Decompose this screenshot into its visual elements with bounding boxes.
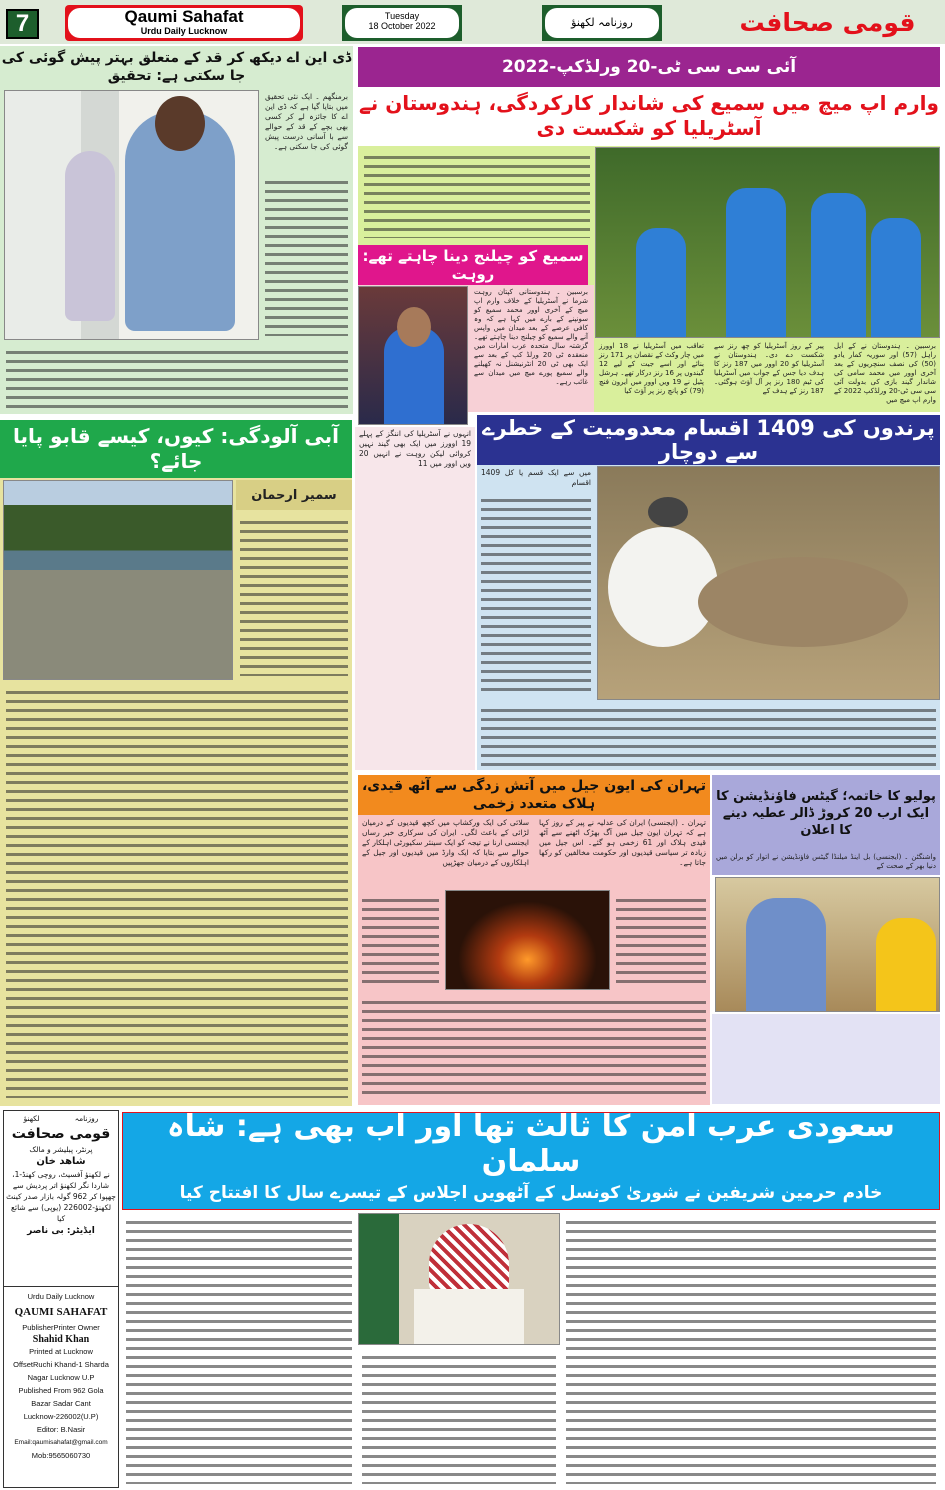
birds-body-bottom (477, 700, 940, 770)
jail-fire-photo (445, 890, 610, 990)
urdu-logo: روزنامہ لکھنؤ (545, 8, 659, 38)
body-text-columns (261, 172, 352, 340)
worldcup-banner: آئی سی سی ٹی-20 ورلڈکپ-2022 (358, 47, 940, 87)
saudi-subheadline: خادم حرمین شریفین نے شوریٰ کونسل کے آٹھویں اجلاس کے تیسرے سال کا افتتاح کیا (179, 1182, 883, 1203)
rohit-body-cont: انہوں نے آسٹریلیا کی اننگز کے پہلے 19 اوورز میں ایک بھی گیند نہیں کروائی لیکن روہت نے انہیں 20 ویں اوور میں 11 (355, 427, 475, 477)
imprint-editor-urdu: ایڈیٹر: بی ناصر (27, 1226, 95, 1236)
saudi-body-right (562, 1212, 940, 1488)
water-body-right (236, 512, 352, 680)
imprint-role-urdu: پرنٹر، پبلیشر و مالک (29, 1145, 93, 1154)
worldcup-text-top (360, 147, 594, 242)
imprint-email: Email:qaumisahafat@gmail.com (14, 1439, 108, 1446)
imprint-line: Bazar Sadar Cant (31, 1399, 91, 1408)
polio-headline: پولیو کا خاتمہ؛ گیٹس فاؤنڈیشن کا ایک ارب 20 کروڑ ڈالر عطیہ دینے کا اعلان (716, 788, 936, 838)
tehran-body: تہران ۔ (ایجنسی) ایران کی عدلیہ نے پیر کے روز کہا ہے کہ تہران ایون جیل میں آگ بھڑک اٹھنے سے آٹھ قیدی ہلاک اور 61 زخمی ہو گئے۔ اس جیل میں زیادہ تر سیاسی قیدیوں اور حکومت مخالفین کو رکھا جاتا ہے۔ (539, 818, 707, 867)
bill-gates-photo (715, 877, 940, 1012)
imprint-name-urdu: قومی صحافت (11, 1126, 111, 1142)
imprint-box (3, 1110, 119, 1488)
imprint-line: Lucknow-226002(U.P) (23, 1412, 99, 1421)
imprint-address-urdu: نے لکھنؤ آفسیٹ، روچی کھنڈ-1، شاردا نگر لکھنؤ اتر پردیش سے چھپوا کر 962 گولہ بازار صدر کینٹ لکھنؤ-226002 (یوپی) سے شائع کیا (6, 1170, 116, 1223)
headline: ڈی این اے دیکھ کر قد کے متعلق بہتر پیش گوئی کی جا سکتی ہے: تحقیق (1, 50, 352, 84)
worldcup-col-3: تعاقب میں آسٹریلیا نے 18 اوورز میں چار وکٹ کے نقصان پر 171 رنز بنائے اور اسے جیت کے لیے 12 گیندوں پر 16 رنز درکار تھے۔ ہرشل پٹیل نے 19 ویں اوور میں ایرون فنچ (79) کو پانچ رنز پر آؤٹ کیا (599, 342, 705, 395)
birds-body-col (477, 490, 595, 700)
imprint-line: Printed at Lucknow (29, 1347, 93, 1356)
cricket-team-photo (595, 147, 940, 338)
polluted-lake-photo (3, 480, 233, 680)
tehran-body-right (612, 890, 710, 990)
birds-headline: پرندوں کی 1409 اقسام معدومیت کے خطرے سے دوچار (477, 415, 940, 465)
saudi-body-middle (358, 1347, 560, 1488)
saudi-banner (122, 1109, 940, 1210)
imprint-city-urdu: لکھنؤ (23, 1114, 40, 1123)
polio-box (712, 775, 940, 875)
imprint-name: QAUMI SAHAFAT (14, 1306, 108, 1318)
body-text: برمنگھم ۔ ایک نئی تحقیق میں بتایا گیا ہے کہ ڈی این اے کا جائزہ لے کر کسی بھی بچے کے قد کے حوالے سے با آسانی درست پیش گوئی کی جا سکتی ہے۔ (265, 92, 348, 151)
rohit-photo (358, 286, 468, 425)
rohit-body-more (355, 477, 475, 770)
tehran-headline: تہران کی ایون جیل میں آتش زدگی سے آٹھ قیدی، ہلاک متعدد زخمی (358, 775, 710, 815)
imprint-line: Nagar Lucknow U.P (27, 1373, 95, 1382)
tehran-body-2: سلائی کی ایک ورکشاپ میں کچھ قیدیوں کے درمیان لڑائی کے باعث لگی۔ ایران کی سرکاری خبر رساں ایجنسی ارنا نے تیجہ کو ایک سینئر سکیورٹی اہلکار کے حوالے سے بتایا کہ ایک وارڈ میں قیدیوں اور جیل کے اہلکاروں کے درمیان جھڑپیں (362, 818, 529, 867)
imprint-mobile: Mob:9565060730 (31, 1451, 91, 1460)
author-name: سمیر ارحمان (236, 480, 352, 510)
imprint-daily-urdu: روزنامہ (74, 1114, 99, 1123)
water-headline: آبی آلودگی: کیوں، کیسے قابو پایا جائے؟ (0, 420, 352, 478)
imprint-daily: Urdu Daily Lucknow (27, 1292, 95, 1301)
urdu-name: قومی صحافت (739, 8, 916, 37)
imprint-line: OffsetRuchi Khand-1 Sharda (13, 1360, 109, 1369)
father-daughter-photo (4, 90, 259, 340)
tehran-body-left (358, 890, 443, 990)
rohit-headline: سمیع کو چیلنج دینا چاہتے تھے: روہت (358, 245, 588, 285)
rohit-body: برسبین ۔ ہندوستانی کپتان روہت شرما نے آسٹریلیا کے خلاف وارم اپ میچ کے آخری اوور محمد سمیع کو سونپنے کے بارے میں کہا ہے کہ وہ کافی عرصے کے بعد میدان میں واپس آنے والے سمیع کو چیلنج دینا چاہتے تھے۔ گزشتہ سال متحدہ عرب امارات میں منعقدہ ٹی 20 ورلڈ کپ کے بعد سے ایک بھی ٹی 20 انٹرنیشنل نہ کھیلنے والے سمیع پورے میچ میں میدان سے غائب رہے۔ (474, 288, 588, 386)
imprint-owner-urdu: شاھد خان (36, 1156, 86, 1167)
english-tagline: Urdu Daily Lucknow (140, 26, 228, 36)
worldcup-col-1: برسبین ۔ ہندوستان نے کے ایل راہل (57) اور سوریہ کمار یادو (50) کی نصف سنچریوں کے بعد آخری اوور میں محمد سامی کی شاندار گیند بازی کی بدولت آئی سی سی ٹی-20 ورلڈکپ 2022 کے وارم اپ میچ میں (834, 342, 936, 404)
imprint-line: Published From 962 Gola (18, 1386, 104, 1395)
day: Tuesday (384, 11, 420, 21)
date-box (342, 5, 462, 41)
english-logo (65, 5, 303, 41)
imprint-role: PublisherPrinter Owner (22, 1323, 100, 1332)
urdu-logo-box (542, 5, 662, 41)
tehran-body-bottom (358, 992, 710, 1104)
date: 18 October 2022 (368, 21, 436, 31)
page-number: 7 (6, 9, 39, 39)
masthead (0, 0, 945, 44)
saudi-body-left (122, 1212, 356, 1488)
birds-body: میں سے ایک قسم یا کل 1409 اقسام (481, 468, 591, 487)
body-text-bottom (2, 342, 352, 412)
saudi-headline: سعودی عرب امن کا ثالث تھا اور اب بھی ہے: شاہ سلمان (167, 1109, 895, 1179)
water-body-columns (2, 682, 352, 1102)
polio-body-bottom (712, 1014, 940, 1104)
english-name: Qaumi Sahafat (124, 7, 244, 26)
worldcup-headline: وارم اپ میچ میں سمیع کی شاندار کارکردگی، ہندوستان نے آسٹریلیا کو شکست دی (359, 91, 939, 140)
king-salman-photo (358, 1213, 560, 1345)
worldcup-col-2: پیر کے روز آسٹریلیا کو چھ رنز سے شکست دے دی۔ ہندوستان نے آسٹریلیا کو 20 اوور میں 187 رنز کا ہدف دیا جس کے جواب میں آسٹریلیا کی ٹیم 180 رنز پر آل آؤٹ ہوگئی۔ 187 رنز کے ہدف کے (714, 342, 825, 395)
bustard-bird-photo (597, 466, 940, 700)
polio-body: واشنگٹن ۔ (ایجنسی) بل اینڈ میلنڈا گیٹس فاؤنڈیشن نے اتوار کو برلن میں دنیا بھر کے صحت کے (716, 853, 936, 870)
imprint-owner: Shahid Khan (32, 1334, 90, 1345)
imprint-editor: Editor: B.Nasir (36, 1425, 86, 1434)
dna-article (0, 46, 353, 414)
